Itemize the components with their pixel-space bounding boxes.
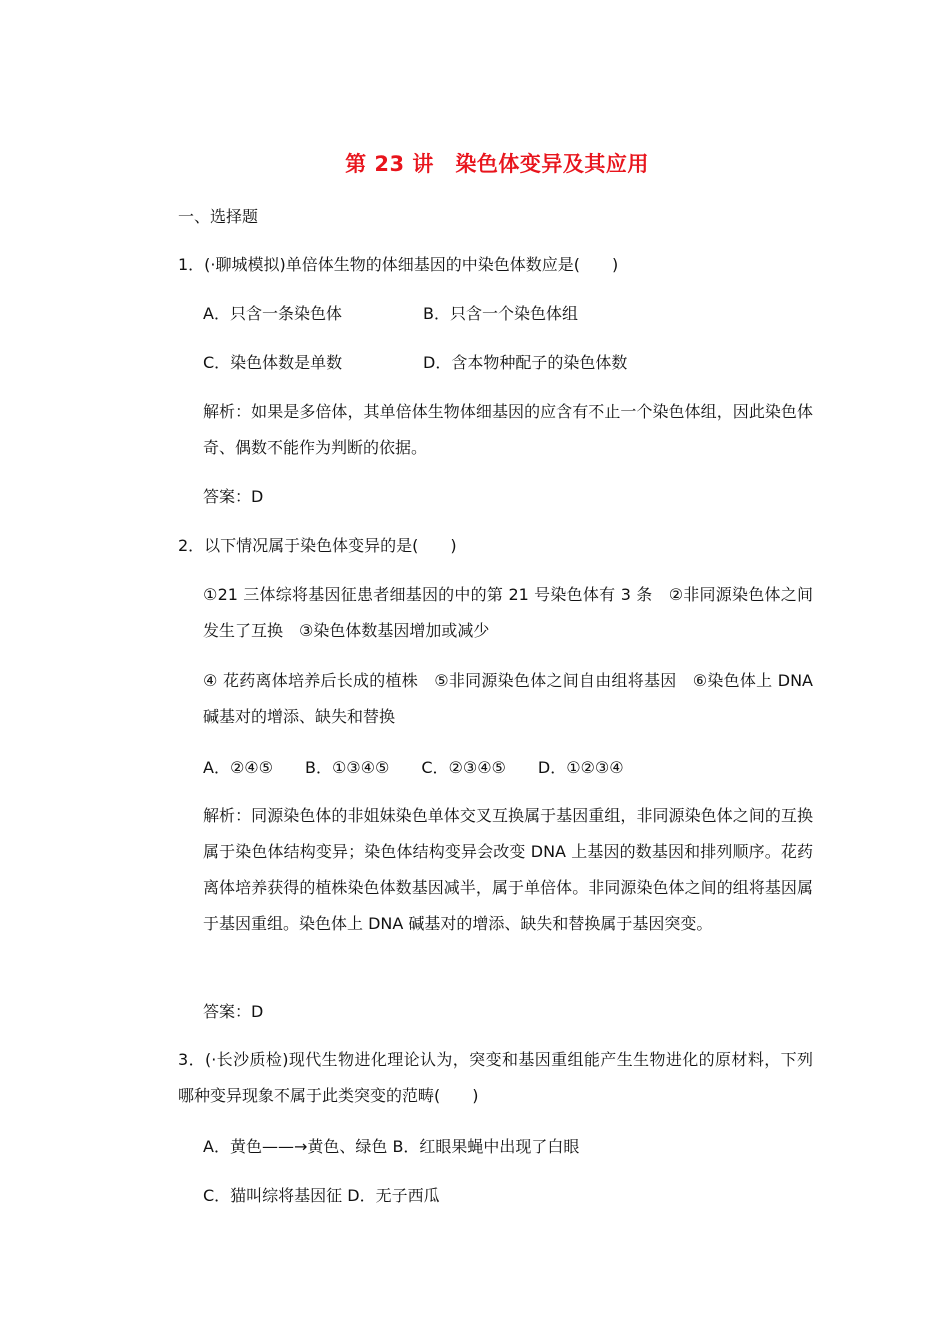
question-1-answer: 答案：D <box>203 487 264 506</box>
question-1-option-c: C．染色体数是单数 <box>203 353 343 372</box>
question-2-analysis: 解析：同源染色体的非姐妹染色单体交叉互换属于基因重组，非同源染色体之间的互换属于染色体结构变异；染色体结构变异会改变 DNA 上基因的数基因和排列顺序。花药离体培养获得的植株染色体数基因减半，属于单倍体。非同源染色体之间的组将基因属于基因重组。染色体上 DNA 碱基对的增添、缺失和替换属于基因突变。 <box>203 806 813 933</box>
question-2-answer: 答案：D <box>203 1002 264 1021</box>
question-1-option-a: A．只含一条染色体 <box>203 304 342 323</box>
section-heading: 一、选择题 <box>178 207 259 226</box>
question-1-analysis: 解析：如果是多倍体，其单倍体生物体细基因的应含有不止一个染色体组，因此染色体奇、偶数不能作为判断的依据。 <box>203 402 813 457</box>
question-2-items-group-1: ①21 三体综将基因征患者细基因的中的第 21 号染色体有 3 条 ②非同源染色体之间发生了互换 ③染色体数基因增加或减少 <box>203 585 813 640</box>
question-1-option-b: B．只含一个染色体组 <box>423 304 578 323</box>
question-1-stem: 1．(·聊城模拟)单倍体生物的体细基因的中染色体数应是( ) <box>178 255 619 274</box>
question-3-stem: 3．(·长沙质检)现代生物进化理论认为，突变和基因重组能产生生物进化的原材料，下列哪种变异现象不属于此类突变的范畴( ) <box>178 1050 813 1105</box>
question-1-option-d: D．含本物种配子的染色体数 <box>423 353 628 372</box>
question-3-options-ab: A．黄色——→黄色、绿色 B．红眼果蝇中出现了白眼 <box>203 1137 580 1156</box>
question-3-options-cd: C．猫叫综将基因征 D．无子西瓜 <box>203 1186 440 1205</box>
question-2-stem: 2．以下情况属于染色体变异的是( ) <box>178 536 457 555</box>
page-title: 第 23 讲 染色体变异及其应用 <box>345 152 649 176</box>
question-2-options: A．②④⑤ B．①③④⑤ C．②③④⑤ D．①②③④ <box>203 758 624 777</box>
question-2-items-group-2: ④ 花药离体培养后长成的植株 ⑤非同源染色体之间自由组将基因 ⑥染色体上 DNA 碱基对的增添、缺失和替换 <box>203 671 813 726</box>
